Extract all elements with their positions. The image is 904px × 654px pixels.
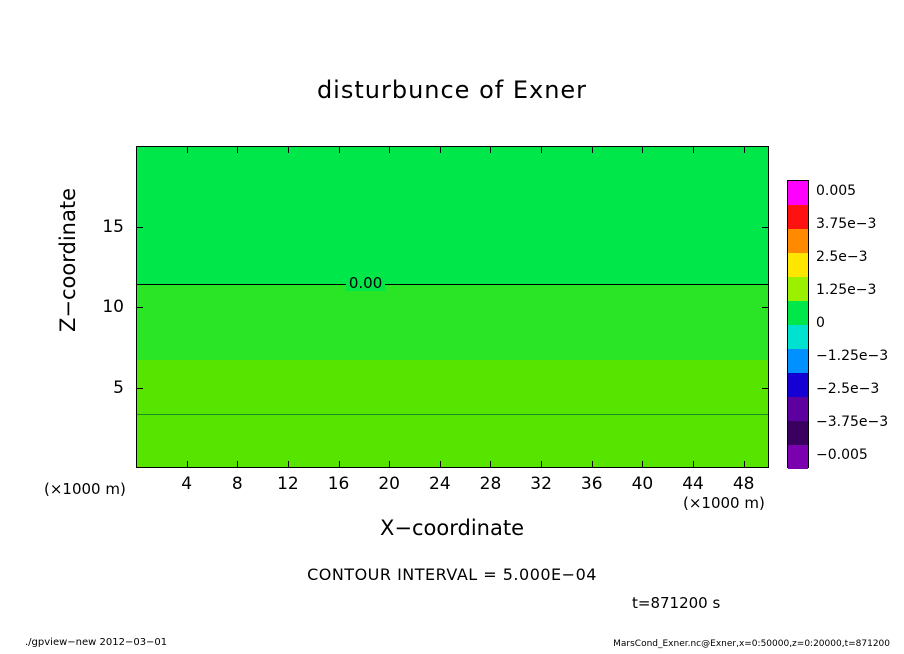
colorbar-segment <box>788 445 808 469</box>
colorbar-tick-label: −0.005 <box>816 447 868 463</box>
colorbar-tick-label: 1.25e−3 <box>816 282 877 298</box>
colorbar-segment <box>788 397 808 421</box>
x-axis-tick <box>389 461 390 468</box>
x-axis-tick-label: 40 <box>631 474 654 494</box>
x-axis-tick <box>642 146 643 153</box>
colorbar-segment <box>788 349 808 373</box>
x-axis-tick <box>237 461 238 468</box>
x-axis-tick <box>592 461 593 468</box>
y-axis-tick <box>762 388 769 389</box>
colorbar-tick-label: −1.25e−3 <box>816 348 889 364</box>
contour-band <box>137 360 768 415</box>
footer-right-text: MarsCond_Exner.nc@Exner,x=0:50000,z=0:20000,t=871200 <box>613 639 890 649</box>
x-axis-tick <box>541 146 542 153</box>
x-axis-tick-label: 20 <box>378 474 400 494</box>
x-axis-tick-label: 4 <box>181 474 193 494</box>
x-axis-tick <box>744 461 745 468</box>
colorbar-segment <box>788 373 808 397</box>
x-axis-tick <box>237 146 238 153</box>
contour-band <box>137 284 768 360</box>
x-axis-tick-label: 32 <box>530 474 552 494</box>
colorbar-tick-label: 0 <box>816 315 825 331</box>
x-axis-tick <box>642 461 643 468</box>
contour-value-label: 0.00 <box>346 276 385 291</box>
contour-line <box>137 284 768 285</box>
x-axis-tick <box>490 461 491 468</box>
x-axis-tick <box>592 146 593 153</box>
colorbar-segment <box>788 277 808 301</box>
colorbar-segment <box>788 421 808 445</box>
colorbar <box>787 180 809 468</box>
x-axis-tick-label: 16 <box>327 474 350 494</box>
colorbar-tick-label: 2.5e−3 <box>816 249 868 265</box>
contour-line <box>137 414 768 415</box>
y-axis-tick-label: 5 <box>113 377 124 398</box>
x-axis-tick-label: 36 <box>580 474 603 494</box>
x-axis-tick-label: 48 <box>732 474 755 494</box>
y-axis-tick <box>136 388 143 389</box>
y-axis-title: Z−coordinate <box>56 188 80 332</box>
x-axis-tick <box>389 146 390 153</box>
x-axis-tick <box>339 461 340 468</box>
x-axis-tick-label: 28 <box>479 474 502 494</box>
x-axis-tick-label: 8 <box>231 474 243 494</box>
contour-interval-label: CONTOUR INTERVAL = 5.000E−04 <box>307 565 597 584</box>
colorbar-segment <box>788 301 808 325</box>
page-title: disturbunce of Exner <box>316 76 588 104</box>
colorbar-segment <box>788 181 808 205</box>
y-axis-tick <box>136 307 143 308</box>
x-axis-tick <box>288 461 289 468</box>
x-axis-tick <box>490 146 491 153</box>
time-label: t=871200 s <box>632 594 721 612</box>
colorbar-tick-label: −3.75e−3 <box>816 414 889 430</box>
x-axis-tick <box>440 146 441 153</box>
x-axis-title: X−coordinate <box>380 516 524 540</box>
x-axis-tick <box>339 146 340 153</box>
colorbar-tick-label: 3.75e−3 <box>816 216 877 232</box>
colorbar-tick-label: −2.5e−3 <box>816 381 880 397</box>
y-axis-tick-label: 15 <box>102 216 124 237</box>
x-axis-tick <box>693 461 694 468</box>
plot-area <box>136 146 769 468</box>
colorbar-segment <box>788 253 808 277</box>
y-axis-tick <box>762 307 769 308</box>
x-axis-tick-label: 12 <box>277 474 299 494</box>
colorbar-segment <box>788 229 808 253</box>
x-axis-tick <box>541 461 542 468</box>
x-axis-tick <box>288 146 289 153</box>
x-axis-unit: (×1000 m) <box>683 494 765 512</box>
x-axis-tick-label: 24 <box>429 474 451 494</box>
contour-band <box>137 414 768 468</box>
x-axis-tick <box>744 146 745 153</box>
colorbar-segment <box>788 205 808 229</box>
y-axis-tick <box>762 227 769 228</box>
x-axis-tick <box>693 146 694 153</box>
x-axis-tick <box>187 146 188 153</box>
colorbar-tick-label: 0.005 <box>816 183 857 199</box>
y-axis-tick-label: 10 <box>102 297 124 317</box>
footer-left-text: ./gpview−new 2012−03−01 <box>25 637 168 648</box>
x-axis-tick <box>187 461 188 468</box>
x-axis-tick <box>440 461 441 468</box>
colorbar-segment <box>788 325 808 349</box>
y-axis-unit: (×1000 m) <box>44 480 126 498</box>
contour-band <box>137 147 768 284</box>
x-axis-tick-label: 44 <box>682 474 704 494</box>
y-axis-tick <box>136 227 143 228</box>
